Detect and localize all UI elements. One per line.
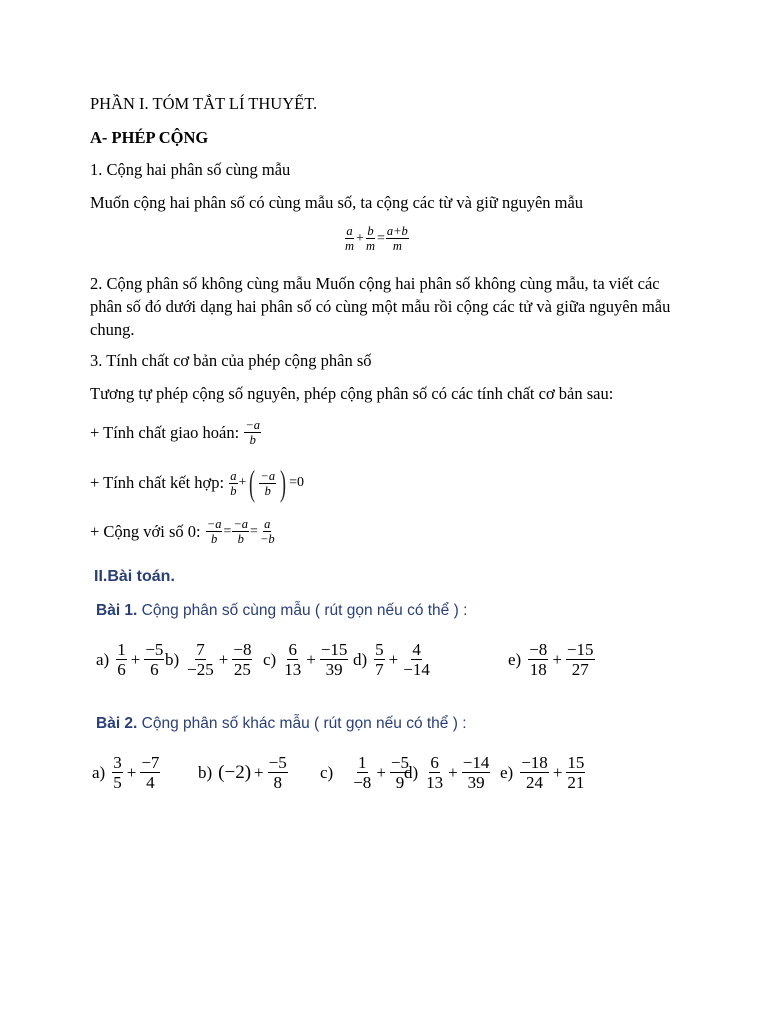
bai2-e-n1: −18	[521, 753, 548, 772]
bai1-a-d2: 6	[150, 660, 159, 679]
bai1-b-n1: 7	[196, 640, 205, 659]
bai1-d-d1: 7	[375, 660, 384, 679]
bai1-b-d2: 25	[233, 660, 251, 679]
prop3-n1: −a	[206, 517, 222, 531]
plus-sign: +	[218, 649, 229, 669]
right-paren: )	[280, 463, 287, 503]
formula-num-b: b	[367, 224, 374, 238]
bai2-heading	[96, 715, 467, 733]
bai2-b-label: b)	[198, 762, 213, 782]
bai1-c-d2: 39	[325, 660, 343, 679]
bai1-b-n2: −8	[233, 640, 252, 659]
bai2-b-n2: −5	[268, 753, 287, 772]
bai2-a-n2: −7	[141, 753, 160, 772]
bai1-a-n2: −5	[145, 640, 164, 659]
plus-sign: +	[254, 762, 264, 782]
bai1-d-d2: −14	[403, 660, 430, 679]
bai2-c-d1: −8	[353, 773, 372, 792]
bai2-c	[320, 753, 411, 792]
bai1-e-label: e)	[508, 649, 522, 669]
formula-den-m2: m	[365, 239, 375, 253]
bai2-c-n2: −5	[390, 753, 409, 772]
bai1-a-d1: 6	[117, 660, 126, 679]
bai2-b-lhs: (−2)	[218, 761, 252, 783]
plus-sign: +	[552, 762, 563, 782]
plus-sign: +	[388, 649, 399, 669]
bai2-e-label: e)	[500, 762, 514, 782]
prop2-plus: +	[238, 475, 247, 490]
bai2-d-n2: −14	[462, 753, 490, 772]
item2-text: 2. Cộng phân số không cùng mẫu Muốn cộng hai phân số không cùng mẫu, ta viết các phân số đó dưới dạng hai phân số có cùng một mẫu rồi cộng các tử và giữa nguyên mẫu chung.	[90, 274, 671, 339]
bai2-b-d2: 8	[273, 773, 282, 792]
prop-associative	[90, 465, 304, 501]
formula-num-a: a	[346, 224, 353, 238]
bai1-e-d1: 18	[529, 660, 547, 679]
bai2-d-n1: 6	[430, 753, 439, 772]
bai2-c-n1: 1	[358, 753, 367, 772]
bai1-c-n1: 6	[288, 640, 297, 659]
bai2-c-label: c)	[320, 762, 334, 782]
part2-title: II.Bài toán.	[94, 568, 175, 585]
prop3-eq2: =	[250, 523, 258, 539]
formula-plus: +	[356, 230, 364, 246]
bai2-a-d1: 5	[113, 773, 122, 792]
bai1-d-n1: 5	[375, 640, 384, 659]
plus-sign: +	[448, 762, 458, 782]
bai2-b	[198, 753, 289, 792]
bai1-d-label: d)	[353, 649, 368, 669]
section-a-heading: A- PHÉP CỘNG	[90, 128, 209, 147]
bai1-c-label: c)	[263, 649, 277, 669]
formula-num-sum: a+b	[386, 224, 408, 238]
prop3-n3: a	[264, 517, 271, 531]
bai1-label: Bài 1.	[96, 602, 138, 619]
bai2-e	[500, 753, 586, 792]
formula-eq: =	[376, 230, 385, 246]
bai1-b-label: b)	[165, 649, 180, 669]
bai1-a	[96, 640, 165, 679]
formula-den-m: m	[345, 239, 355, 253]
bai2-d-label: d)	[404, 762, 419, 782]
prop1-den: b	[249, 433, 256, 447]
prop1-num: −a	[245, 418, 261, 432]
formula-den-m3: m	[392, 239, 402, 253]
item1-text: Muốn cộng hai phân số có cùng mẫu số, ta cộng các từ và giữ nguyên mẫu	[90, 193, 584, 212]
bai2-title: Cộng phân số khác mẫu ( rút gọn nếu có thể ) :	[137, 715, 467, 732]
bai2-a	[92, 753, 161, 792]
bai1-d	[353, 640, 432, 679]
prop2-label: + Tính chất kết hợp:	[90, 473, 225, 492]
bai1-a-label: a)	[96, 649, 110, 669]
bai1-a-n1: 1	[117, 640, 126, 659]
bai1-e-d2: 27	[571, 660, 589, 679]
plus-sign: +	[130, 649, 141, 669]
prop-zero	[90, 517, 277, 546]
item1-title: 1. Cộng hai phân số cùng mẫu	[90, 160, 291, 179]
bai1-c-n2: −15	[320, 640, 348, 659]
prop3-d1: b	[210, 532, 218, 546]
prop3-d3: −b	[259, 532, 275, 546]
bai2-d-d2: 39	[467, 773, 485, 792]
prop3-eq1: =	[223, 523, 232, 539]
bai2-label: Bài 2.	[96, 715, 138, 732]
bai1-e-n2: −15	[566, 640, 594, 659]
bai1-e-n1: −8	[529, 640, 548, 659]
plus-sign: +	[552, 649, 562, 669]
bai1-c	[263, 640, 349, 679]
prop2-n2: −a	[260, 468, 276, 483]
prop2-d1: b	[230, 483, 237, 498]
bai2-d-d1: 13	[426, 773, 444, 792]
bai2-e-n2: 15	[567, 753, 585, 772]
prop3-n2: −a	[233, 517, 249, 531]
bai2-d	[404, 753, 491, 792]
bai2-c-d2: 9	[395, 773, 405, 792]
bai1-e	[508, 640, 596, 679]
bai1-d-n2: 4	[412, 640, 421, 659]
bai1-c-d1: 13	[284, 660, 302, 679]
bai1-heading	[96, 602, 467, 620]
prop3-label: + Cộng với số 0:	[90, 521, 201, 541]
prop2-n1: a	[230, 468, 237, 483]
bai2-e-d2: 21	[567, 773, 585, 792]
left-paren: (	[249, 463, 256, 503]
bai1-b	[165, 640, 253, 679]
bai1-b-d1: −25	[187, 660, 214, 679]
prop1-label: + Tính chất giao hoán:	[90, 422, 240, 442]
bai2-e-d1: 24	[526, 773, 544, 792]
part1-title: PHẦN I. TÓM TẮT LÍ THUYẾT.	[90, 94, 318, 113]
bai2-a-label: a)	[92, 762, 106, 782]
plus-sign: +	[126, 762, 137, 782]
bai1-title: Cộng phân số cùng mẫu ( rút gọn nếu có thể ) :	[137, 602, 468, 619]
prop2-d2: b	[264, 483, 271, 498]
item3-title: 3. Tính chất cơ bản của phép cộng phân số	[90, 351, 372, 370]
prop3-d2: b	[237, 532, 244, 546]
plus-sign: +	[306, 649, 316, 669]
item1-formula	[343, 224, 410, 253]
prop-commutative	[90, 418, 262, 447]
item3-text: Tương tự phép cộng số nguyên, phép cộng phân số có các tính chất cơ bản sau:	[90, 384, 614, 403]
plus-sign: +	[376, 762, 386, 782]
prop2-rhs: =0	[289, 475, 304, 490]
bai2-a-d2: 4	[146, 773, 155, 792]
bai2-a-n1: 3	[113, 753, 122, 772]
